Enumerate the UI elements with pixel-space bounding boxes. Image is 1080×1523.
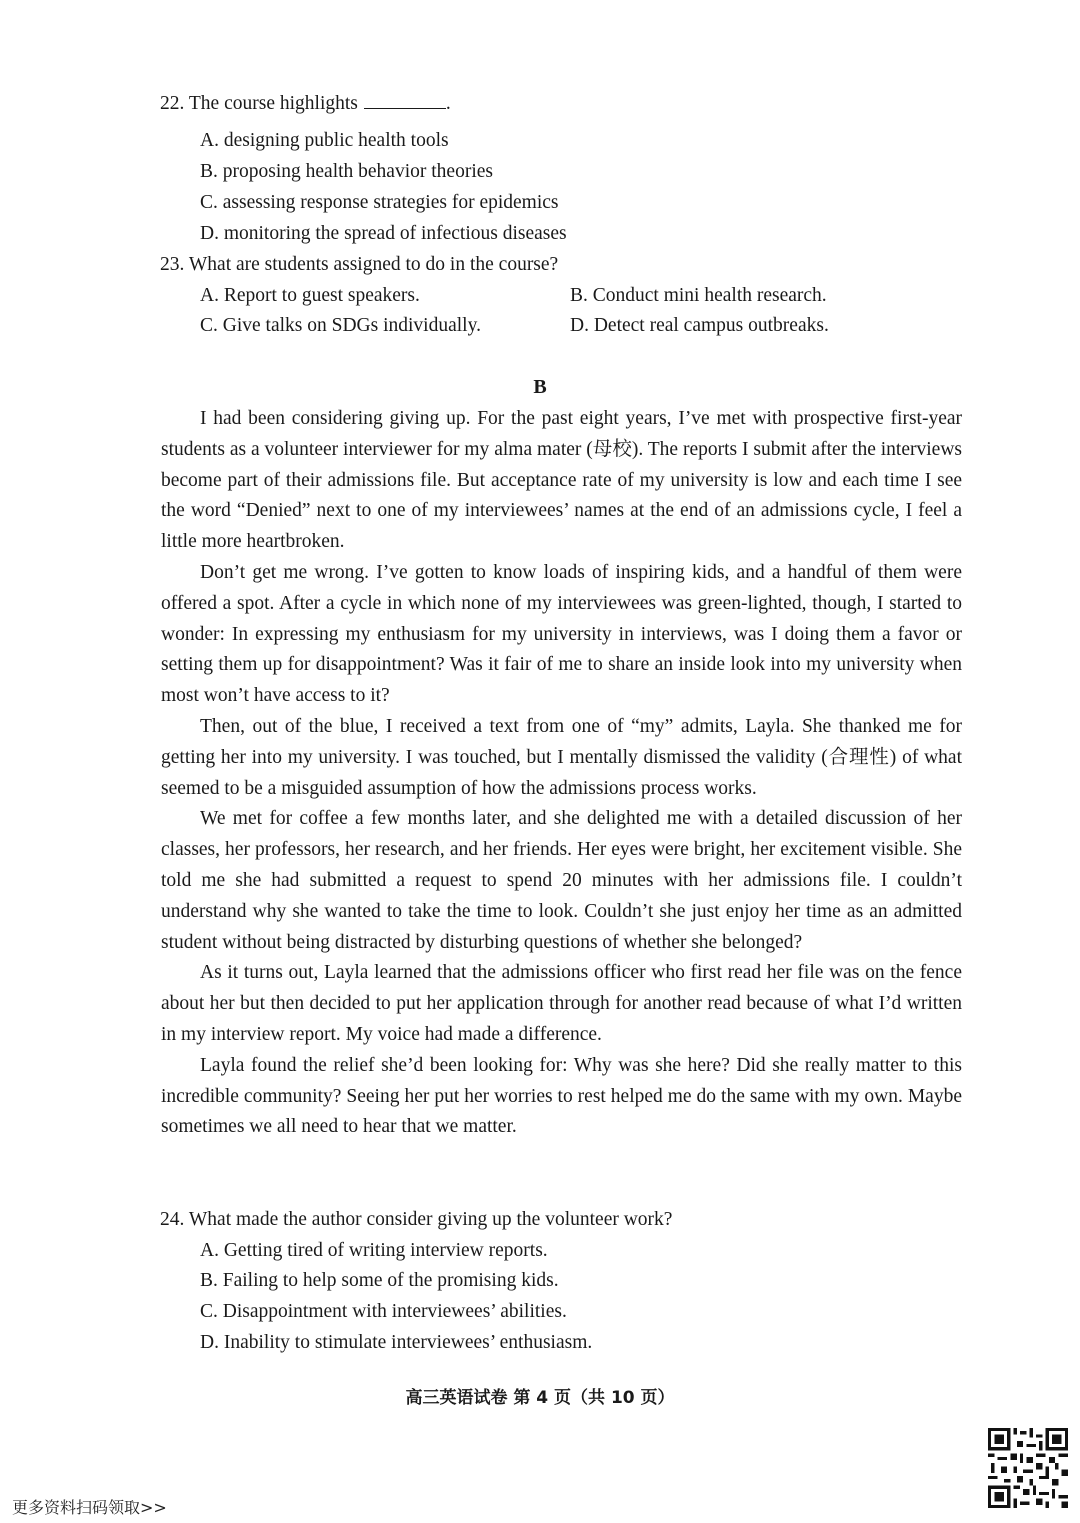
question-24-option-d: D. Inability to stimulate interviewees’ enthusiasm.	[200, 1332, 593, 1353]
section-title: B	[533, 376, 547, 398]
question-23-option-a: A. Report to guest speakers.	[200, 285, 420, 306]
passage-paragraph: I had been considering giving up. For the past eight years, I’ve met with prospective first-year students as a volunteer interviewer for my alma mater (母校). The reports I submit after the interviews become part of their admissions file. But acceptance rate of my university is low and each time I see the word “Denied” next to one of my interviewees’ names at the end of an admissions cycle, I feel a little more heartbroken.	[161, 408, 962, 553]
promo-link[interactable]: 更多资料扫码领取>>	[12, 1498, 167, 1517]
passage-paragraph: We met for coffee a few months later, and she delighted me with a detailed discussion of her classes, her professors, her research, and her friends. Her eyes were bright, her excitement visible. She told me she had submitted a request to spend 20 minutes with her admissions file. I couldn’t understand why she wanted to take the time to look. Couldn’t she just enjoy her time as an admitted student without being distracted by disturbing questions of whether she belonged?	[161, 808, 962, 953]
question-23-option-b: B. Conduct mini health research.	[570, 285, 827, 306]
question-23-option-d: D. Detect real campus outbreaks.	[570, 315, 829, 336]
question-22-stem: 22. The course highlights .	[160, 93, 451, 114]
answer-blank	[364, 92, 446, 109]
reading-passage	[161, 404, 962, 1143]
passage-paragraph: Then, out of the blue, I received a text from one of “my” admits, Layla. She thanked me for getting her into my university. I was touched, but I mentally dismissed the validity (合理性) of what seemed to be a misguided assumption of how the admissions process works.	[161, 715, 962, 799]
passage-paragraph: Layla found the relief she’d been looking for: Why was she here? Did she really matter to this incredible community? Seeing her put her worries to rest helped me do the same with my own. Maybe sometimes we all need to hear that we matter.	[161, 1054, 962, 1138]
passage-paragraph: As it turns out, Layla learned that the admissions officer who first read her file was on the fence about her but then decided to put her application through for another read because of what I’d written in my interview report. My voice had made a difference.	[161, 962, 962, 1045]
question-24-option-c: C. Disappointment with interviewees’ abilities.	[200, 1301, 567, 1322]
question-23-option-c: C. Give talks on SDGs individually.	[200, 315, 481, 336]
qr-code-icon[interactable]	[988, 1428, 1068, 1508]
question-22-option-a: A. designing public health tools	[200, 130, 449, 151]
question-24-option-b: B. Failing to help some of the promising kids.	[200, 1270, 559, 1291]
question-22-option-c: C. assessing response strategies for epidemics	[200, 192, 559, 213]
passage-paragraph: Don’t get me wrong. I’ve gotten to know loads of inspiring kids, and a handful of them were offered a spot. After a cycle in which none of my interviewees was green-lighted, though, I started to wonder: In expressing my enthusiasm for my university in interviews, was I doing them a favor or setting them up for disappointment? Was it fair of me to share an inside look into my university when most won’t have access to it?	[161, 561, 962, 707]
question-22-option-b: B. proposing health behavior theories	[200, 161, 493, 182]
question-22-option-d: D. monitoring the spread of infectious diseases	[200, 223, 567, 244]
question-23-stem: 23. What are students assigned to do in the course?	[160, 254, 559, 275]
question-24-option-a: A. Getting tired of writing interview reports.	[200, 1240, 548, 1261]
page-footer: 高三英语试卷 第 4 页（共 10 页）	[405, 1388, 675, 1408]
question-24-stem: 24. What made the author consider giving up the volunteer work?	[160, 1209, 673, 1230]
